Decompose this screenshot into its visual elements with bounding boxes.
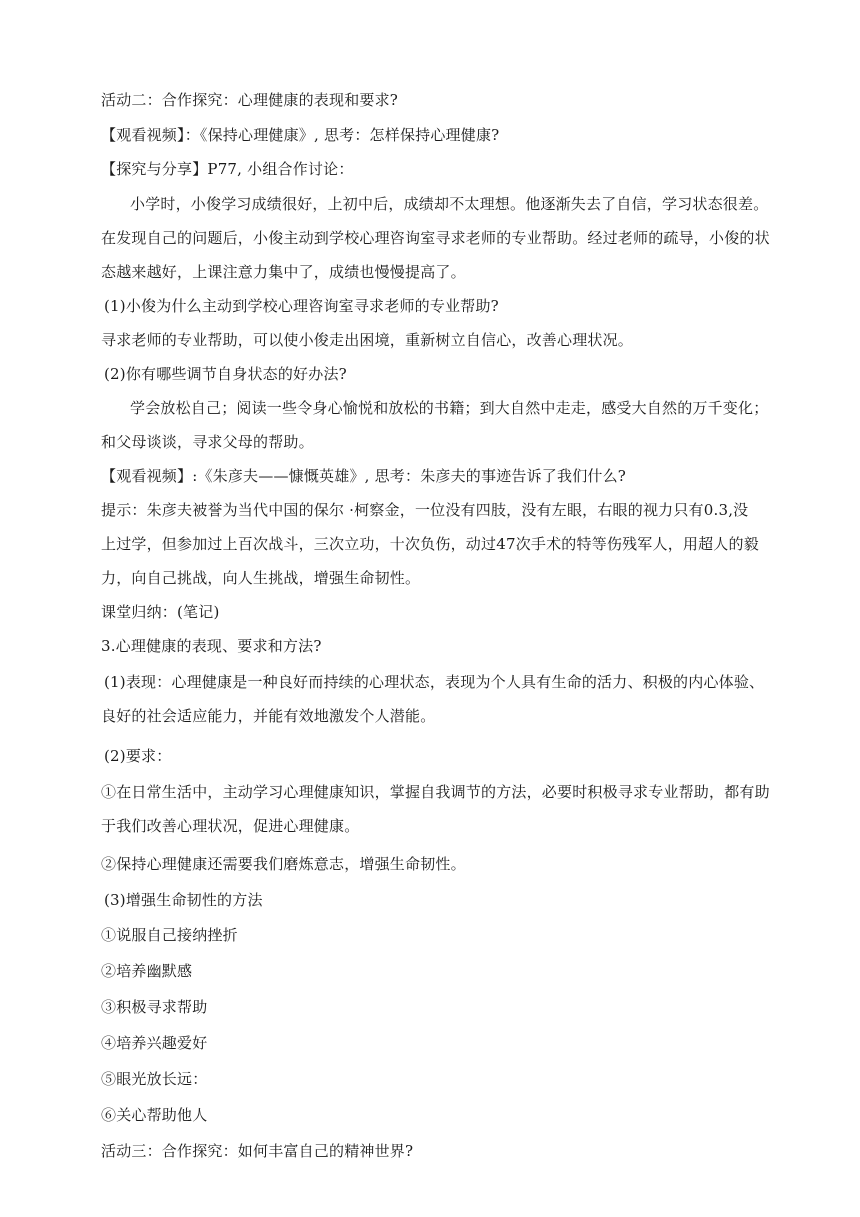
question-2: (2)你有哪些调节自身状态的好办法?	[104, 365, 347, 383]
answer-2-line: 学会放松自己；阅读一些令身心愉悦和放松的书籍；到大自然中走走，感受大自然的万千变化；	[130, 399, 769, 417]
watch-video-prompt-1: 【观看视频】：《保持心理健康》, 思考：怎样保持心理健康?	[101, 126, 500, 144]
summary-point-3-heading: 3.心理健康的表现、要求和方法?	[101, 637, 322, 655]
case-paragraph-line: 在发现自己的问题后，小俊主动到学校心理咨询室寻求老师的专业帮助。经过老师的疏导，小俊的状	[101, 229, 770, 247]
hint-paragraph-line: 力，向自己挑战，向人生挑战，增强生命韧性。	[101, 569, 421, 587]
hint-paragraph-line: 提示：朱彦夫被誉为当代中国的保尔 ·柯察金，一位没有四肢，没有左眼，右眼的视力只有0.3,没	[101, 501, 749, 519]
method-item: ②培养幽默感	[101, 962, 193, 980]
hint-paragraph-line: 上过学，但参加过上百次战斗，三次立功，十次负伤，动过47次手术的特等伤残军人，用超人的毅	[101, 535, 759, 553]
method-item: ⑥关心帮助他人	[101, 1106, 208, 1124]
activity-three-heading: 活动三：合作探究：如何丰富自己的精神世界?	[101, 1142, 414, 1160]
requirements-heading: (2)要求：	[104, 747, 172, 765]
case-paragraph-line: 态越来越好，上课注意力集中了，成绩也慢慢提高了。	[101, 263, 466, 281]
method-item: ⑤眼光放长远：	[101, 1070, 208, 1088]
answer-2-line: 和父母谈谈，寻求父母的帮助。	[101, 433, 314, 451]
manifestation-line: (1)表现：心理健康是一种良好而持续的心理状态，表现为个人具有生命的活力、积极的内心体验、	[104, 673, 765, 691]
manifestation-line: 良好的社会适应能力，并能有效地激发个人潜能。	[101, 707, 436, 725]
methods-heading: (3)增强生命韧性的方法	[104, 891, 263, 909]
method-item: ①说服自己接纳挫折	[101, 926, 238, 944]
class-summary-heading: 课堂归纳：(笔记)	[101, 603, 220, 621]
explore-share-heading: 【探究与分享】P77, 小组合作讨论：	[101, 160, 354, 178]
answer-1: 寻求老师的专业帮助，可以使小俊走出困境，重新树立自信心，改善心理状况。	[101, 331, 634, 349]
requirement-item-2: ②保持心理健康还需要我们磨炼意志，增强生命韧性。	[101, 855, 466, 873]
requirement-item-1-cont: 于我们改善心理状况，促进心理健康。	[101, 817, 360, 835]
question-1: (1)小俊为什么主动到学校心理咨询室寻求老师的专业帮助?	[104, 297, 499, 315]
case-paragraph-line: 小学时，小俊学习成绩很好，上初中后，成绩却不太理想。他逐渐失去了自信，学习状态很差。	[130, 195, 769, 213]
activity-two-heading: 活动二：合作探究：心理健康的表现和要求?	[101, 91, 399, 109]
method-item: ④培养兴趣爱好	[101, 1034, 208, 1052]
method-item: ③积极寻求帮助	[101, 998, 208, 1016]
watch-video-prompt-2: 【观看视频】:《朱彦夫——慷慨英雄》, 思考：朱彦夫的事迹告诉了我们什么?	[101, 467, 627, 485]
requirement-item-1: ①在日常生活中，主动学习心理健康知识，掌握自我调节的方法，必要时积极寻求专业帮助，都有助	[101, 783, 770, 801]
